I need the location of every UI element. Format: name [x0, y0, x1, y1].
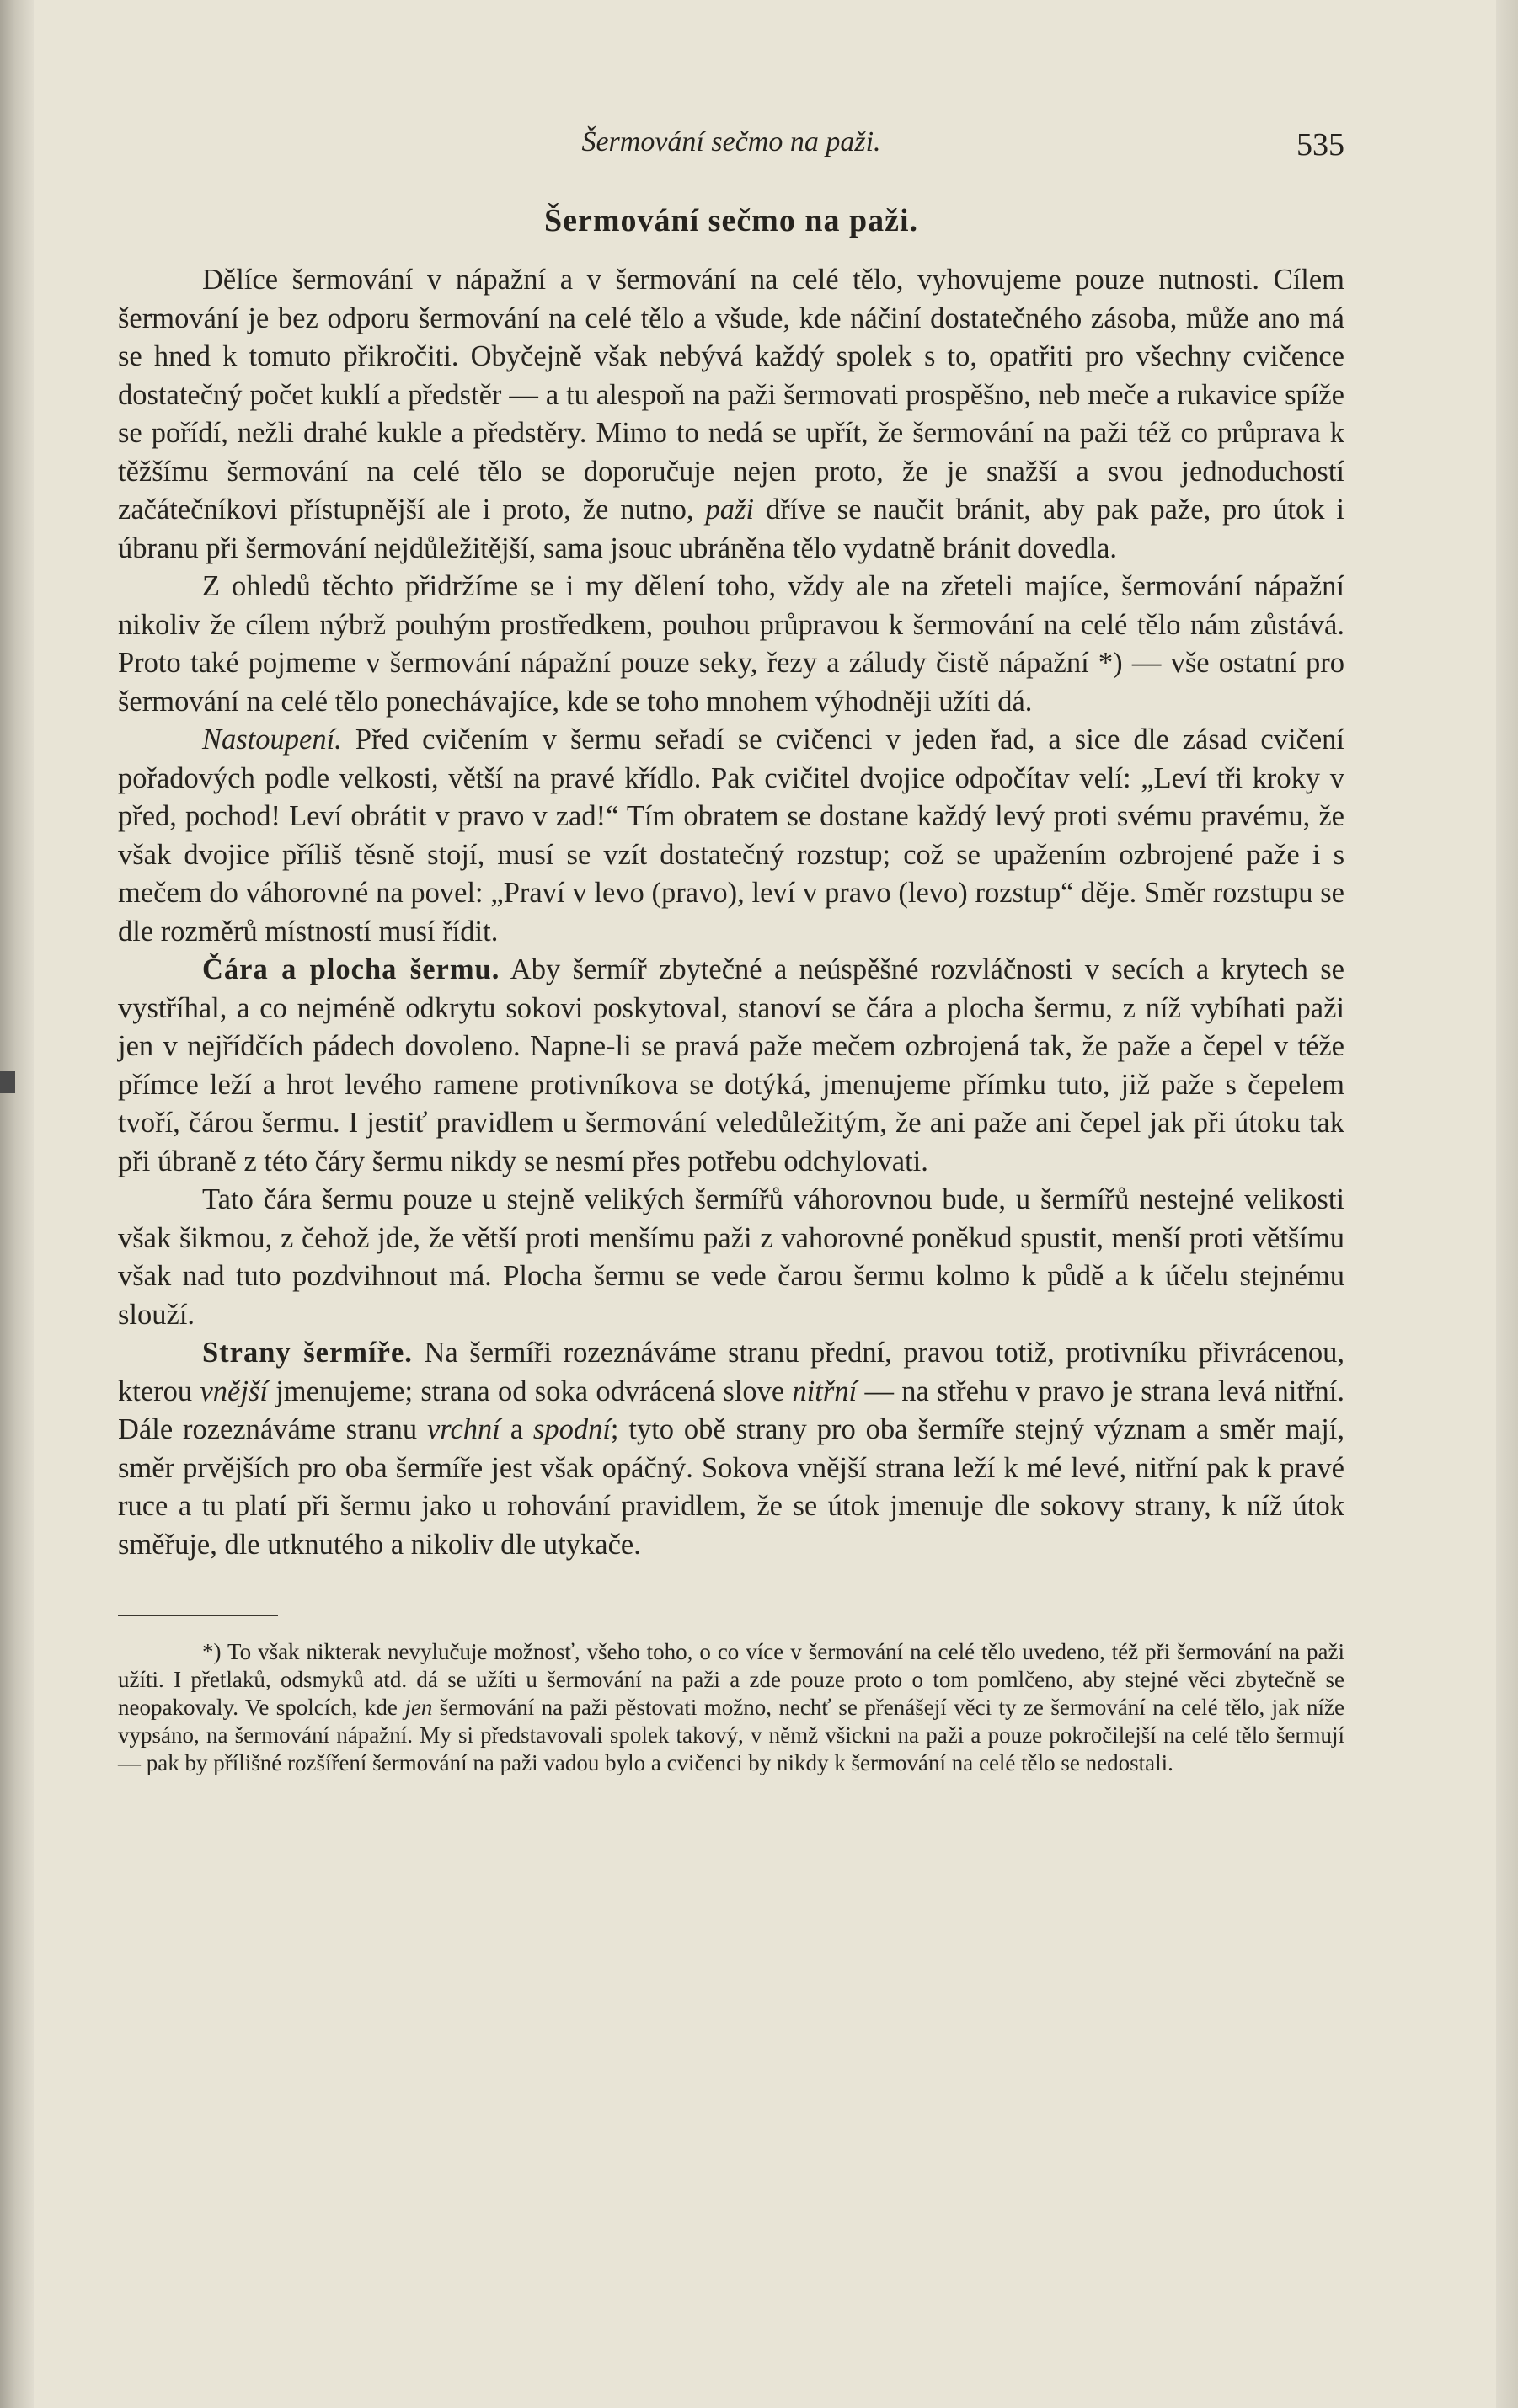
- book-page: [118, 126, 1344, 1777]
- body-text: [118, 261, 1344, 1564]
- paragraph-4: [118, 951, 1344, 1181]
- footnote-emphasis-jen: jen: [404, 1695, 433, 1720]
- paragraph-1: [118, 261, 1344, 568]
- book-spine-shadow: [0, 0, 34, 2408]
- footnote-text-2: šermování na paži pěstovati možno, nechť se přenášejí věci ty ze šermování na celé tělo, jak níže vypsáno, na šermování nápažní. My si představovali spolek takový, v němž všickni na paži a pouze pokročilejší na celé tělo šermují — pak by přílišné rozšíření šermování na paži vadou bylo a cvičenci by nikdy k šermování na celé tělo se nedostali.: [118, 1695, 1344, 1775]
- emphasis-nitrni: nitřní: [792, 1375, 858, 1407]
- paragraph-1-text-after: dříve se naučit bránit, aby pak paže, pro útok i úbranu při šermování nejdůležitější, sama jsouc ubráněna tělo vydatně bránit dovedla.: [118, 494, 1344, 564]
- paragraph-3-text: Před cvičením v šermu seřadí se cvičenci v jeden řad, a sice dle zásad cvičení pořadových podle velkosti, větší na pravé křídlo. Pak cvičitel dvojice odpočítav velí: „Leví tři kroky v před, pochod! Leví obrátit v pravo v zad!“ Tím obratem se dostane každý levý proti svému pravému, že však dvojice příliš těsně stojí, musí se vzít dostatečný rozstup; což se upažením ozbrojené paže i s mečem do váhorovné na povel: „Praví v levo (pravo), leví v pravo (levo) rozstup“ děje. Směr rozstupu se dle rozměrů místností musí řídit.: [118, 723, 1344, 948]
- footnote: [118, 1638, 1344, 1777]
- paragraph-6-text-4: a: [500, 1413, 533, 1445]
- emphasis-vnejsi: vnější: [200, 1375, 268, 1407]
- footnote-rule: [118, 1615, 278, 1616]
- paragraph-1-text: Dělíce šermování v nápažní a v šermování na celé tělo, vyhovujeme pouze nutnosti. Cílem šermování je bez odporu šermování na celé tělo a všude, kde náčiní dostatečného zásoba, může ano má se hned k tomuto přikročiti. Obyčejně však nebývá každý spolek s to, opatřiti pro všechny cvičence dostatečný počet kuklí a předstěr — a tu alespoň na paži šermovati prospěšno, neb meče a rukavice spíže se pořídí, nežli drahé kukle a předstěry. Mimo to nedá se upřít, že šermování na paži též co průprava k těžšímu šermování na celé tělo se doporučuje nejen proto, že je snažší a svou jednoduchostí začátečníkovi přístupnější ale i proto, že nutno,: [118, 264, 1344, 526]
- paragraph-6-text-5: ; tyto obě strany pro oba šermíře stejný význam a směr mají, směr prvějších pro oba šermíře jest však opáčný. Sokova vnější strana leží k mé levé, nitřní pak k pravé ruce a tu platí při šermu jako u rohování pravidlem, že se útok jmenuje dle sokovy strany, k níž útok směřuje, dle utknutého a nikoliv dle utykače.: [118, 1413, 1344, 1561]
- footnote-text-1: *) To však nikterak nevylučuje možnosť, všeho toho, o co více v šermování na celé tělo uvedeno, též při šermování na paži užíti. I přetlaků, odsmyků atd. dá se užíti u šermování na paži a zde pouze proto o tom pomlčeno, aby stejné věci zbytečně se neopakovaly. Ve spolcích, kde: [118, 1639, 1344, 1720]
- paragraph-3-lead: Nastoupení.: [202, 723, 342, 756]
- paragraph-4-lead: Čára a plocha šermu.: [202, 953, 500, 985]
- emphasis-vrchni: vrchní: [426, 1413, 500, 1445]
- paragraph-6-text-1: Na šermíři rozeznáváme stranu přední, pravou totiž, protivníku přivrácenou, kterou: [118, 1337, 1344, 1407]
- page-number: 535: [1296, 127, 1344, 163]
- running-head: [118, 126, 1344, 177]
- running-title: Šermování sečmo na paži.: [581, 126, 881, 158]
- paragraph-6-text-3: — na střehu v pravo je strana levá nitřní. Dále rozeznáváme stranu: [118, 1375, 1345, 1445]
- emphasis-pazi: paži: [705, 494, 754, 526]
- paragraph-3: [118, 721, 1344, 951]
- section-title: Šermování sečmo na paži.: [543, 203, 919, 238]
- paragraph-6-lead: Strany šermíře.: [202, 1337, 413, 1369]
- paragraph-6: [118, 1334, 1344, 1564]
- page-edge: [1496, 0, 1518, 2408]
- paragraph-4-text: Aby šermíř zbytečné a neúspěšné rozvláčnosti v secích a krytech se vystříhal, a co nejméně odkrytu sokovi poskytoval, stanoví se čára a plocha šermu, z níž vybíhati paži jen v nejřídčích pádech dovoleno. Napne-li se pravá paže mečem ozbrojená tak, že paže a čepel v téže přímce leží a hrot levého ramene protivníkova se dotýká, jmenujeme přímku tuto, již paže s čepelem tvoří, čárou šermu. I jestiť pravidlem u šermování veledůležitým, že ani paže ani čepel jak při útoku tak při úbraně z této čáry šermu nikdy se nesmí přes potřebu odchylovati.: [118, 953, 1344, 1177]
- paragraph-6-text-2: jmenujeme; strana od soka odvrácená slove: [267, 1375, 793, 1407]
- paragraph-5: Tato čára šermu pouze u stejně velikých šermířů váhorovnou bude, u šermířů nestejné velikosti však šikmou, z čehož jde, že větší proti menšímu paži z vahorovné poněkud spustit, menší proti většímu však nad tuto pozdvihnout má. Plocha šermu se vede čarou šermu kolmo k půdě a k účelu stejnému slouží.: [118, 1183, 1344, 1331]
- spine-tab-mark: [0, 1071, 15, 1093]
- emphasis-spodni: spodní: [532, 1413, 611, 1445]
- paragraph-2: Z ohledů těchto přidržíme se i my dělení toho, vždy ale na zřeteli majíce, šermování nápažní nikoliv že cílem nýbrž pouhým prostředkem, pouhou průpravou k šermování na celé tělo nám zůstává. Proto také pojmeme v šermování nápažní pouze seky, řezy a záludy čistě nápažní *) — vše ostatní pro šermování na celé tělo ponechávajíce, kde se toho mnohem výhodněji užíti dá.: [118, 570, 1344, 718]
